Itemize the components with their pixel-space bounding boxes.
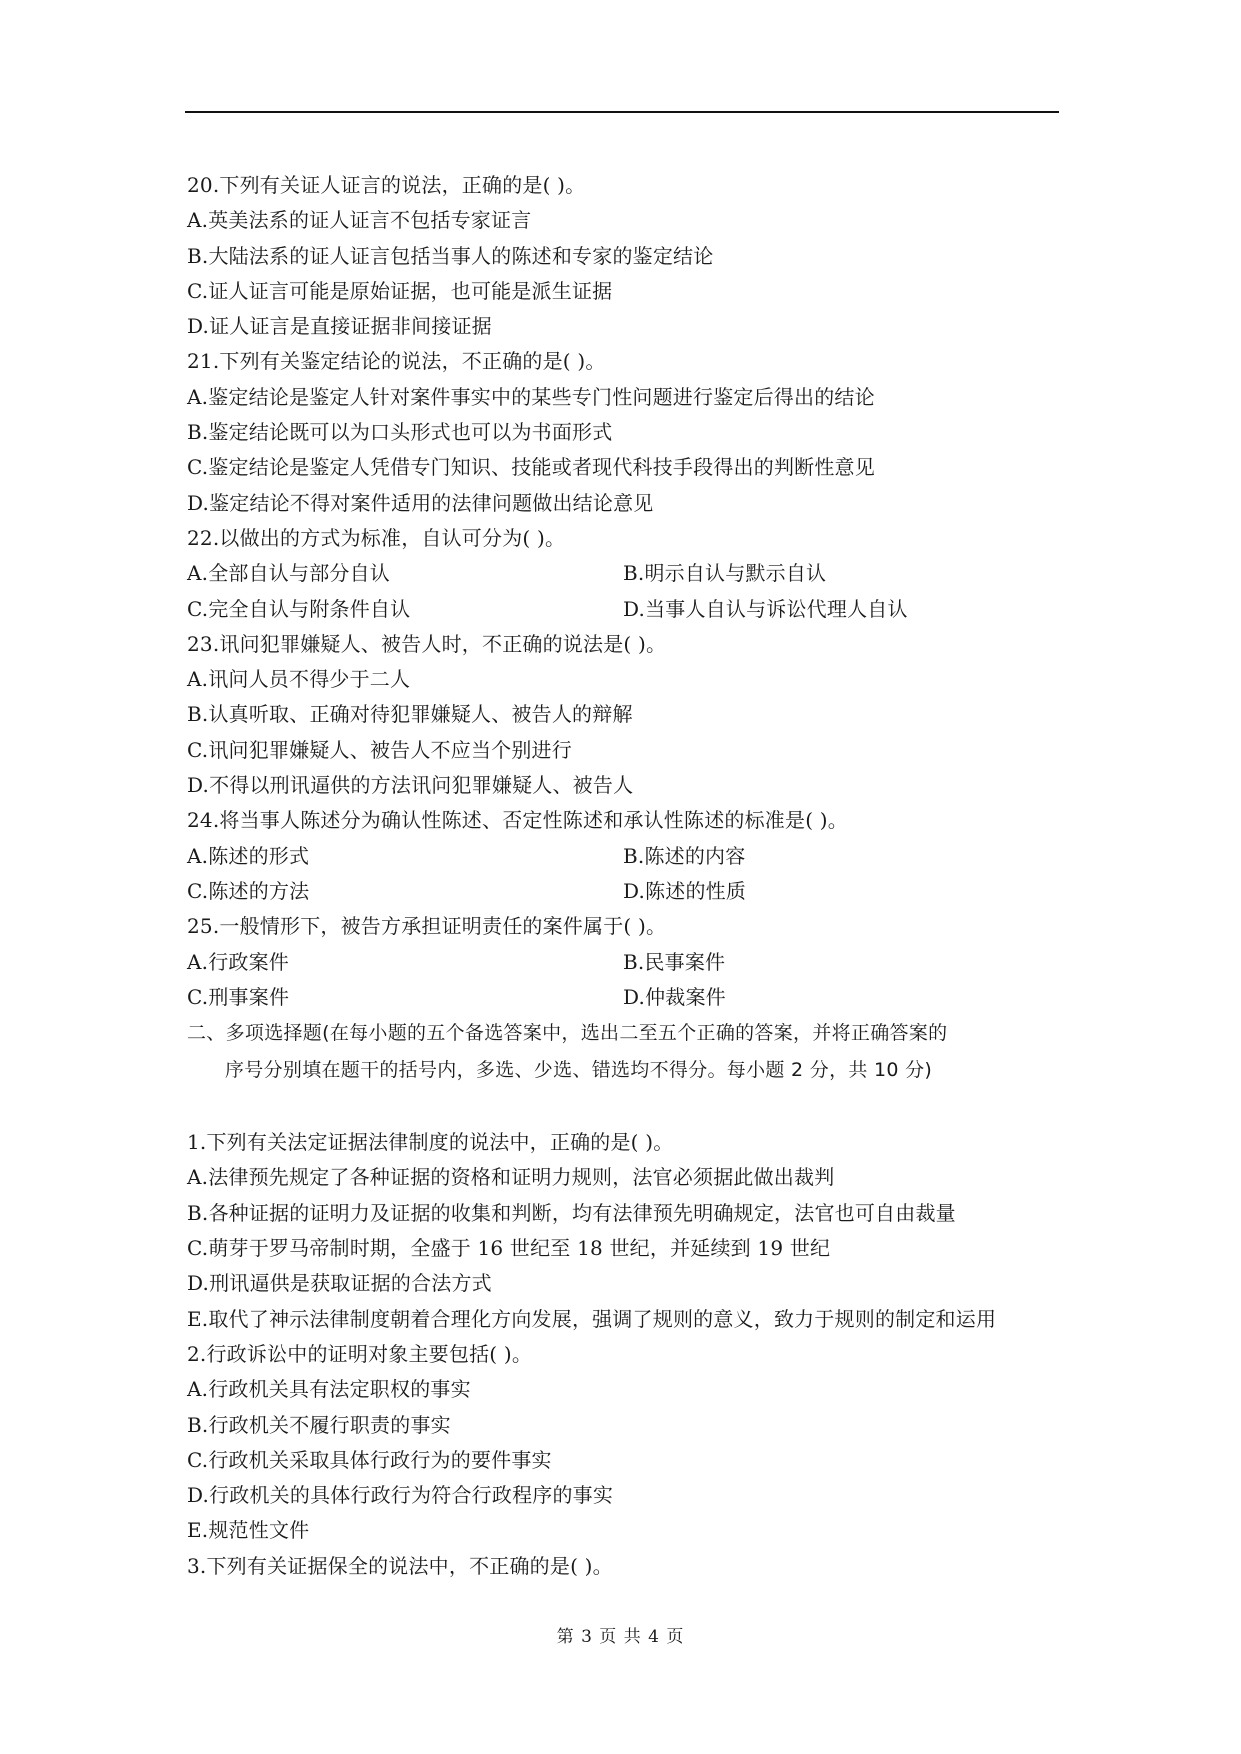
option: A.全部自认与部分自认 — [187, 561, 391, 586]
question-stem: 20.下列有关证人证言的说法，正确的是( )。 — [187, 173, 586, 197]
option: B.认真听取、正确对待犯罪嫌疑人、被告人的辩解 — [187, 702, 633, 727]
option: B.民事案件 — [623, 949, 726, 974]
option: B.大陆法系的证人证言包括当事人的陈述和专家的鉴定结论 — [187, 243, 714, 268]
option: C.刑事案件 — [187, 984, 290, 1009]
question-stem: 21.下列有关鉴定结论的说法，不正确的是( )。 — [187, 349, 606, 374]
option: A.法律预先规定了各种证据的资格和证明力规则，法官必须据此做出裁判 — [187, 1165, 835, 1190]
option: C.鉴定结论是鉴定人凭借专门知识、技能或者现代科技手段得出的判断性意见 — [187, 455, 875, 480]
option: D.不得以刑讯逼供的方法讯问犯罪嫌疑人、被告人 — [187, 773, 634, 798]
question-stem: 23.讯问犯罪嫌疑人、被告人时，不正确的说法是( )。 — [187, 631, 667, 656]
section-heading-cont: 序号分别填在题干的括号内，多选、少选、错选均不得分。每小题 2 分，共 10 分) — [225, 1059, 933, 1082]
option: A.鉴定结论是鉴定人针对案件事实中的某些专门性问题进行鉴定后得出的结论 — [187, 384, 875, 409]
option-row — [187, 556, 1067, 591]
option: A.行政机关具有法定职权的事实 — [187, 1377, 471, 1402]
option: C.行政机关采取具体行政行为的要件事实 — [187, 1447, 552, 1472]
option: B.明示自认与默示自认 — [623, 561, 827, 586]
option: A.行政案件 — [187, 949, 290, 974]
question-stem: 1.下列有关法定证据法律制度的说法中，正确的是( )。 — [187, 1130, 674, 1155]
option: B.各种证据的证明力及证据的收集和判断，均有法律预先明确规定，法官也可自由裁量 — [187, 1200, 956, 1225]
option: C.证人证言可能是原始证据，也可能是派生证据 — [187, 278, 613, 303]
option: E.规范性文件 — [187, 1518, 310, 1543]
option: C.讯问犯罪嫌疑人、被告人不应当个别进行 — [187, 737, 572, 762]
option-row — [187, 980, 1067, 1015]
option: D.当事人自认与诉讼代理人自认 — [623, 596, 908, 621]
question-stem: 2.行政诉讼中的证明对象主要包括( )。 — [187, 1341, 533, 1366]
option: D.行政机关的具体行政行为符合行政程序的事实 — [187, 1483, 614, 1508]
header-rule — [185, 111, 1059, 113]
option: D.鉴定结论不得对案件适用的法律问题做出结论意见 — [187, 490, 654, 515]
question-stem: 3.下列有关证据保全的说法中，不正确的是( )。 — [187, 1553, 613, 1578]
option-row — [187, 874, 1067, 909]
option: C.完全自认与附条件自认 — [187, 596, 411, 621]
exam-content — [187, 168, 1067, 1584]
option-row — [187, 945, 1067, 980]
section-heading: 二、多项选择题(在每小题的五个备选答案中，选出二至五个正确的答案，并将正确答案的 — [187, 1022, 948, 1045]
option: B.陈述的内容 — [623, 843, 746, 868]
question-stem: 24.将当事人陈述分为确认性陈述、否定性陈述和承认性陈述的标准是( )。 — [187, 808, 848, 833]
option: A.陈述的形式 — [187, 843, 310, 868]
option: A.英美法系的证人证言不包括专家证言 — [187, 208, 532, 233]
option: E.取代了神示法律制度朝着合理化方向发展，强调了规则的意义，致力于规则的制定和运用 — [187, 1306, 997, 1331]
spacer — [187, 1089, 1067, 1125]
option: D.刑讯逼供是获取证据的合法方式 — [187, 1271, 492, 1296]
option: B.鉴定结论既可以为口头形式也可以为书面形式 — [187, 420, 613, 445]
option-row — [187, 592, 1067, 627]
option: A.讯问人员不得少于二人 — [187, 667, 411, 692]
option: D.证人证言是直接证据非间接证据 — [187, 314, 492, 339]
option: C.萌芽于罗马帝制时期，全盛于 16 世纪至 18 世纪，并延续到 19 世纪 — [187, 1236, 831, 1261]
option: B.行政机关不履行职责的事实 — [187, 1412, 451, 1437]
option: D.仲裁案件 — [623, 984, 726, 1009]
option-row — [187, 839, 1067, 874]
question-stem: 22.以做出的方式为标准，自认可分为( )。 — [187, 525, 566, 550]
question-stem: 25.一般情形下，被告方承担证明责任的案件属于( )。 — [187, 914, 667, 939]
option: C.陈述的方法 — [187, 878, 310, 903]
page-number: 第 3 页 共 4 页 — [556, 1627, 685, 1647]
option: D.陈述的性质 — [623, 878, 747, 903]
